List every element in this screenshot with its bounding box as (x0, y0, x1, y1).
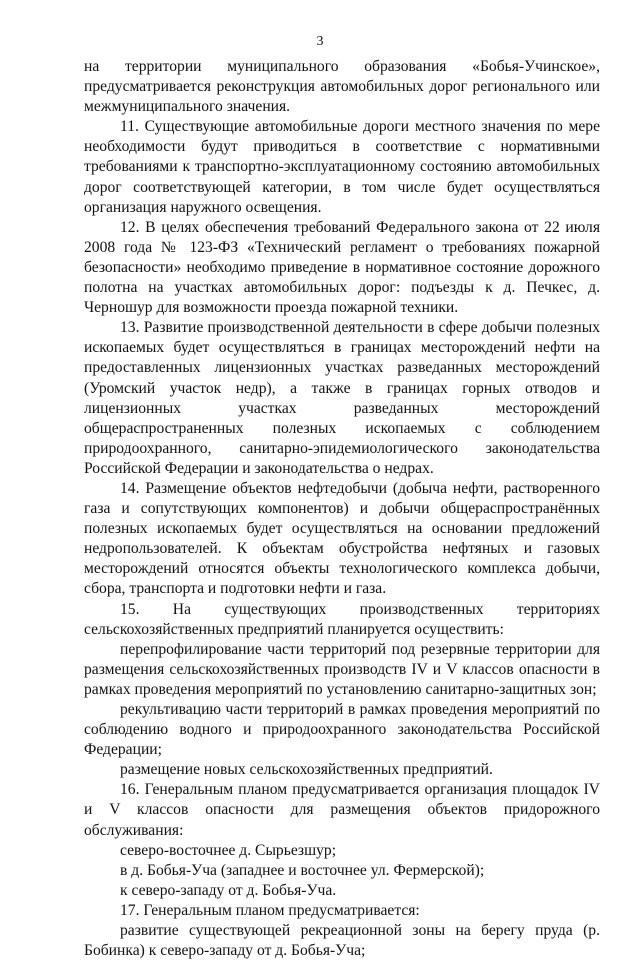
list-item-location-2: в д. Бобья-Уча (западнее и восточнее ул. Фермерской); (120, 861, 485, 879)
paragraph-14: 14. Размещение объектов нефтедобычи (добыча нефти, растворенного газа и сопутствующих компонентов) и добычи общераспространённых полезных ископаемых будет осуществляться на основании предложений недропользователей. К объектам обустройства нефтяных и газовых месторождений относятся объекты технологического комплекса добычи, сбора, транспорта и подготовки нефти и газа. (84, 479, 600, 598)
paragraph-17: 17. Генеральным планом предусматривается: (120, 901, 420, 919)
paragraph-continuation: на территории муниципального образования «Бобья-Учинское», предусматривается реконструкция автомобильных дорог регионального или межмуниципального значения. (84, 58, 600, 116)
page-number: 3 (316, 34, 324, 49)
list-item-location-1: северо-восточнее д. Сырьезшур; (120, 841, 337, 859)
paragraph-16: 16. Генеральным планом предусматривается организация площадок IV и V классов опасности для размещения объектов придорожного обслуживания: (84, 781, 600, 839)
paragraph-13: 13. Развитие производственной деятельности в сфере добычи полезных ископаемых будет осуществляться в границах месторождений нефти на предоставленных лицензионных участках разведанных месторождений (Уромский участок недр), а также в границах горных отводов и лицензионных участках разведанных месторождений общераспространенных полезных ископаемых с соблюдением природоохранного, санитарно-эпидемиологического законодательства Российской Федерации и законодательства о недрах. (84, 319, 600, 477)
list-item-new-enterprises: размещение новых сельскохозяйственных предприятий. (120, 761, 493, 779)
list-item-recreation-zone: развитие существующей рекреационной зоны на берегу пруда (р. Бобинка) к северо-западу от д. Бобья-Уча; (84, 922, 600, 960)
paragraph-11: 11. Существующие автомобильные дороги местного значения по мере необходимости будут приводиться в соответствие с нормативными требованиями к транспортно-эксплуатационному состоянию автомобильных дорог соответствующей категории, в том числе будет осуществляться организация наружного освещения. (84, 118, 600, 216)
list-item-reprofiling: перепрофилирование части территорий под резервные территории для размещения сельскохозяйственных производств IV и V классов опасности в рамках проведения мероприятий по установлению санитарно-защитных зон; (84, 640, 600, 698)
paragraph-15: 15. На существующих производственных территориях сельскохозяйственных предприятий планируется осуществить: (84, 600, 600, 638)
paragraph-12: 12. В целях обеспечения требований Федерального закона от 22 июля 2008 года № 123-ФЗ «Технический регламент о требованиях пожарной безопасности» необходимо приведение в нормативное состояние дорожного полотна на участках автомобильных дорог: подъезды к д. Печкес, д. Черношур для возможности проезда пожарной техники. (84, 218, 600, 317)
list-item-location-3: к северо-западу от д. Бобья-Уча. (120, 881, 337, 899)
document-body (84, 57, 600, 961)
list-item-recultivation: рекультивацию части территорий в рамках проведения мероприятий по соблюдению водного и природоохранного законодательства Российской Федерации; (84, 701, 600, 759)
